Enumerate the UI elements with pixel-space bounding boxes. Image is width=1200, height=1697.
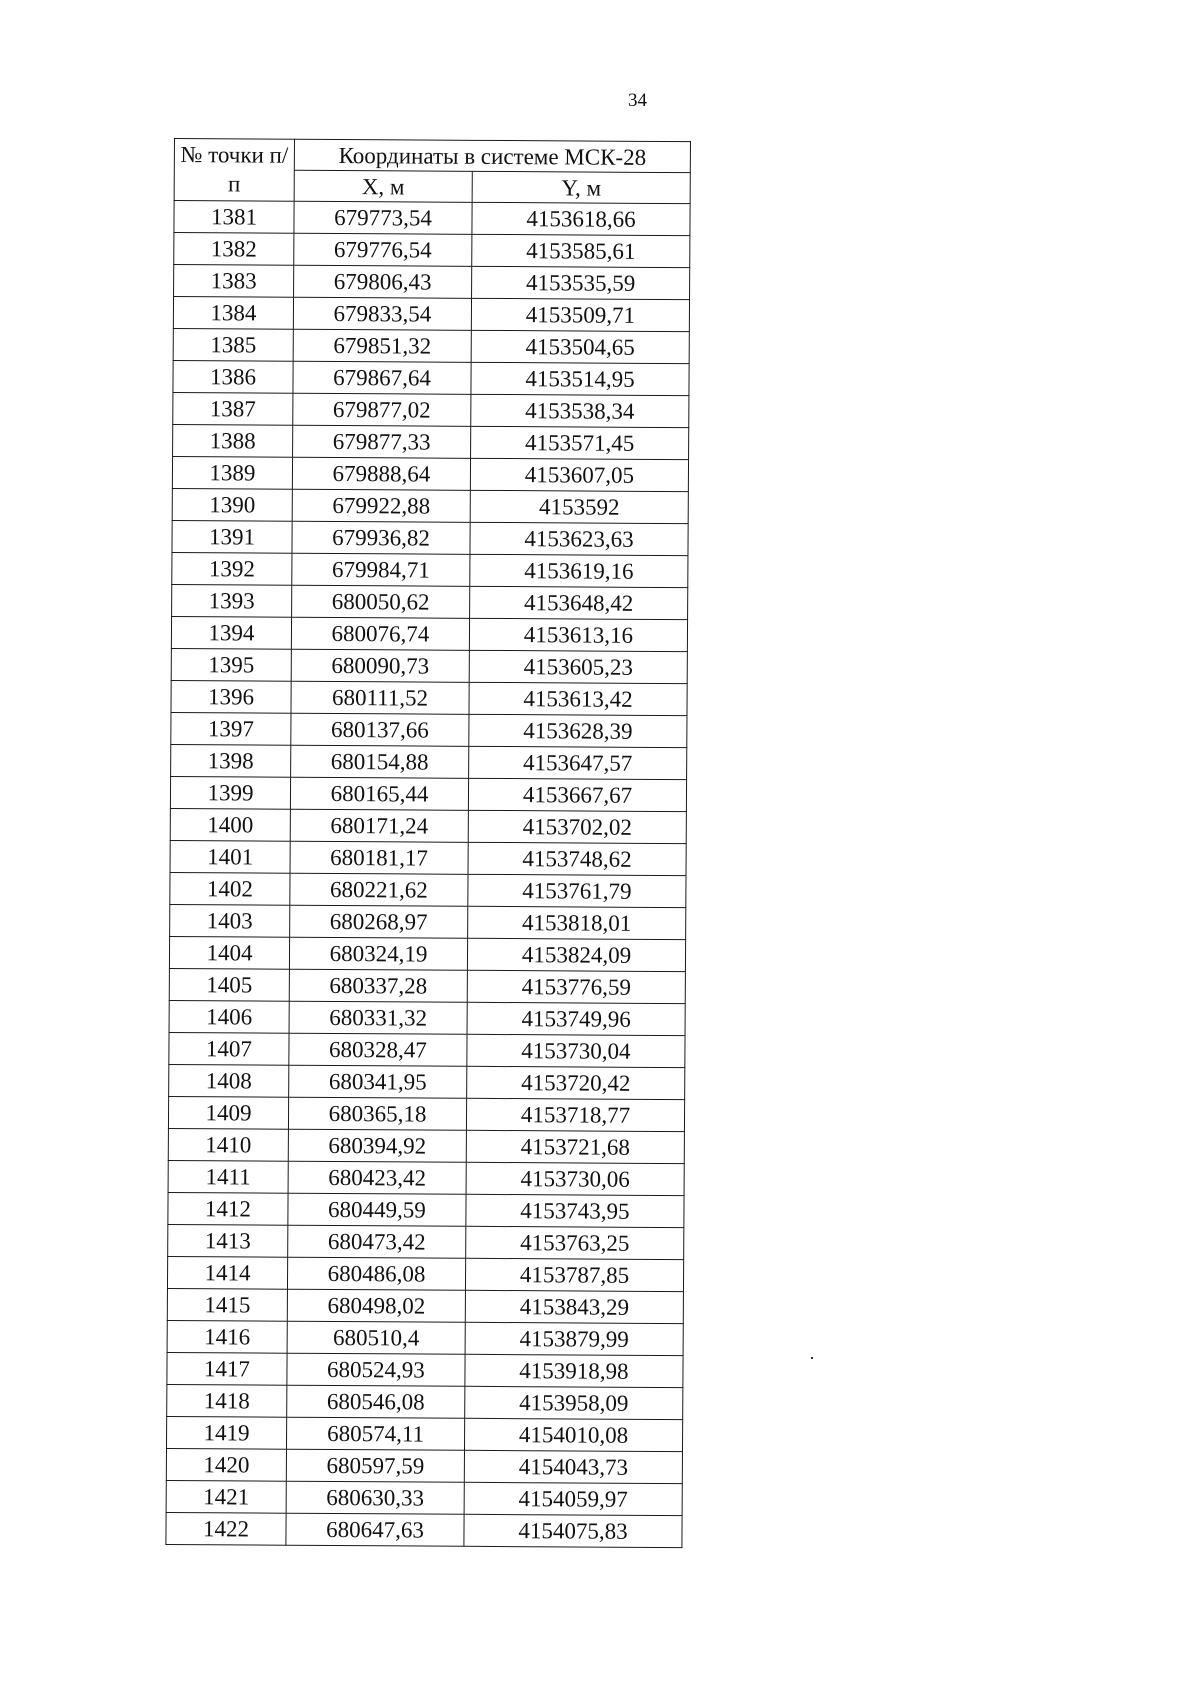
point-number-cell: 1388 [173,424,293,457]
x-coordinate-cell: 680111,52 [291,681,469,714]
x-coordinate-cell: 679877,02 [293,393,471,426]
y-coordinate-cell: 4153748,62 [468,842,686,875]
x-coordinate-cell: 680365,18 [288,1097,466,1130]
point-number-cell: 1419 [166,1416,286,1449]
y-coordinate-cell: 4153514,95 [471,362,689,395]
point-number-cell: 1422 [166,1512,286,1545]
table-row [168,1128,684,1163]
point-number-cell: 1402 [170,872,290,905]
point-number-cell: 1381 [174,201,294,234]
y-coordinate-cell: 4153623,63 [470,522,688,555]
x-coordinate-cell: 680423,42 [288,1161,466,1194]
x-coordinate-cell: 679806,43 [294,265,472,298]
x-coordinate-cell: 680524,93 [287,1353,465,1386]
y-coordinate-cell: 4153787,85 [465,1258,683,1291]
table-row [173,297,689,332]
point-number-cell: 1413 [168,1224,288,1257]
table-row [171,680,687,715]
y-coordinate-cell: 4153648,42 [470,586,688,619]
table-row [172,520,688,555]
table-row [170,872,686,907]
y-coordinate-cell: 4153730,06 [466,1162,684,1195]
table-header [174,139,690,204]
y-coordinate-cell: 4153761,79 [468,874,686,907]
table-row [173,328,689,363]
y-coordinate-cell: 4153619,16 [470,554,688,587]
table-row [170,808,686,843]
y-coordinate-cell: 4154043,73 [464,1450,682,1483]
point-number-cell: 1412 [168,1192,288,1225]
point-number-cell: 1397 [171,712,291,745]
y-coordinate-cell: 4153730,04 [467,1034,685,1067]
x-coordinate-cell: 680154,88 [291,745,469,778]
point-number-cell: 1410 [168,1128,288,1161]
point-number-cell: 1415 [167,1288,287,1321]
point-number-cell: 1394 [171,616,291,649]
y-coordinate-cell: 4153743,95 [466,1194,684,1227]
y-coordinate-cell: 4153879,99 [465,1322,683,1355]
x-coordinate-cell: 679984,71 [292,553,470,586]
table-row [172,488,688,523]
y-coordinate-cell: 4153843,29 [465,1290,683,1323]
table-row [170,776,686,811]
x-coordinate-cell: 680331,32 [289,1001,467,1034]
y-coordinate-cell: 4153613,16 [469,618,687,651]
table-row [171,712,687,747]
table-body [166,201,690,1548]
point-number-cell: 1421 [166,1480,286,1513]
x-coordinate-cell: 680328,47 [289,1033,467,1066]
table-row [173,392,689,427]
table-row [166,1448,682,1483]
y-coordinate-cell: 4154059,97 [464,1482,682,1515]
table-row [173,424,689,459]
table-row [166,1480,682,1515]
point-number-cell: 1411 [168,1160,288,1193]
table-row [167,1256,683,1291]
point-number-cell: 1385 [173,328,293,361]
x-coordinate-cell: 680574,11 [286,1417,464,1450]
y-coordinate-cell: 4153509,71 [471,298,689,331]
x-coordinate-cell: 680171,24 [290,809,468,842]
point-number-cell: 1400 [170,808,290,841]
table-row [167,1384,683,1419]
x-coordinate-cell: 680090,73 [291,649,469,682]
y-coordinate-cell: 4153571,45 [471,426,689,459]
y-coordinate-cell: 4153647,57 [469,746,687,779]
x-coordinate-cell: 680337,28 [289,969,467,1002]
point-number-cell: 1403 [170,904,290,937]
table-row [169,936,685,971]
table-row [172,456,688,491]
x-coordinate-cell: 680050,62 [292,585,470,618]
y-coordinate-cell: 4153535,59 [472,266,690,299]
y-coordinate-cell: 4153702,02 [468,810,686,843]
table-row [174,201,690,236]
x-coordinate-cell: 680473,42 [288,1225,466,1258]
table-row [168,1160,684,1195]
x-coordinate-cell: 680597,59 [286,1449,464,1482]
x-coordinate-cell: 680449,59 [288,1193,466,1226]
y-coordinate-cell: 4153721,68 [466,1130,684,1163]
x-coordinate-cell: 680486,08 [287,1257,465,1290]
point-number-cell: 1393 [172,584,292,617]
table-row [174,265,690,300]
x-coordinate-cell: 680546,08 [287,1385,465,1418]
table-row [167,1352,683,1387]
y-coordinate-cell: 4153776,59 [467,970,685,1003]
x-coordinate-cell: 679877,33 [293,425,471,458]
x-coordinate-cell: 680268,97 [290,905,468,938]
y-coordinate-cell: 4153605,23 [469,650,687,683]
table-row [170,840,686,875]
x-coordinate-cell: 680630,33 [286,1481,464,1514]
point-number-cell: 1409 [168,1096,288,1129]
y-coordinate-cell: 4153749,96 [467,1002,685,1035]
x-coordinate-cell: 680076,74 [291,617,469,650]
y-coordinate-cell: 4153667,67 [468,778,686,811]
table-row [171,616,687,651]
x-coordinate-cell: 680394,92 [288,1129,466,1162]
y-coordinate-cell: 4153592 [470,490,688,523]
y-coordinate-cell: 4153763,25 [466,1226,684,1259]
x-coordinate-cell: 679776,54 [294,233,472,266]
y-coordinate-cell: 4154075,83 [464,1514,682,1547]
page-number: 34 [628,90,647,111]
table-row [169,968,685,1003]
table-row [170,904,686,939]
y-coordinate-cell: 4153918,98 [465,1354,683,1387]
x-coordinate-cell: 680181,17 [290,841,468,874]
y-coordinate-cell: 4153628,39 [469,714,687,747]
point-number-cell: 1414 [167,1256,287,1289]
y-coordinate-cell: 4153958,09 [465,1386,683,1419]
x-coordinate-cell: 679833,54 [293,297,471,330]
table-row [168,1192,684,1227]
point-number-cell: 1396 [171,680,291,713]
table-row [168,1096,684,1131]
y-coordinate-cell: 4153504,65 [471,330,689,363]
point-number-cell: 1408 [169,1064,289,1097]
y-coordinate-cell: 4153613,42 [469,682,687,715]
point-number-cell: 1398 [171,744,291,777]
header-point-number: № точки п/п [174,139,294,202]
table-row [167,1288,683,1323]
point-number-cell: 1395 [171,648,291,681]
x-coordinate-cell: 679922,88 [292,489,470,522]
point-number-cell: 1420 [166,1448,286,1481]
scan-speck [811,1357,813,1359]
table-row [173,360,689,395]
point-number-cell: 1405 [169,968,289,1001]
y-coordinate-cell: 4153818,01 [468,906,686,939]
point-number-cell: 1407 [169,1032,289,1065]
table-row [169,1064,685,1099]
x-coordinate-cell: 680137,66 [291,713,469,746]
point-number-cell: 1382 [174,233,294,266]
point-number-cell: 1387 [173,392,293,425]
point-number-cell: 1399 [170,776,290,809]
x-coordinate-cell: 679936,82 [292,521,470,554]
table-row [166,1416,682,1451]
x-coordinate-cell: 680510,4 [287,1321,465,1354]
y-coordinate-cell: 4153720,42 [467,1066,685,1099]
x-coordinate-cell: 680324,19 [289,937,467,970]
table-row [169,1032,685,1067]
header-y: Y, м [472,171,690,203]
point-number-cell: 1383 [174,265,294,298]
table-row [166,1512,682,1547]
table-row [169,1000,685,1035]
y-coordinate-cell: 4153607,05 [470,458,688,491]
y-coordinate-cell: 4154010,08 [464,1418,682,1451]
table-row [174,233,690,268]
point-number-cell: 1404 [169,936,289,969]
table-row [167,1320,683,1355]
point-number-cell: 1390 [172,488,292,521]
header-coordinates-group: Координаты в системе МСК-28 [294,139,690,172]
table-row [171,648,687,683]
point-number-cell: 1418 [167,1384,287,1417]
coordinates-table [165,138,691,1548]
point-number-cell: 1417 [167,1352,287,1385]
point-number-cell: 1391 [172,520,292,553]
table-row [172,584,688,619]
header-x: X, м [294,170,472,202]
point-number-cell: 1401 [170,840,290,873]
table-row [172,552,688,587]
y-coordinate-cell: 4153585,61 [472,234,690,267]
x-coordinate-cell: 680341,95 [289,1065,467,1098]
y-coordinate-cell: 4153538,34 [471,394,689,427]
x-coordinate-cell: 679851,32 [293,329,471,362]
point-number-cell: 1384 [173,297,293,330]
point-number-cell: 1386 [173,360,293,393]
y-coordinate-cell: 4153618,66 [472,202,690,235]
point-number-cell: 1389 [172,456,292,489]
x-coordinate-cell: 679888,64 [292,457,470,490]
x-coordinate-cell: 680498,02 [287,1289,465,1322]
table-row [171,744,687,779]
y-coordinate-cell: 4153718,77 [466,1098,684,1131]
x-coordinate-cell: 680165,44 [290,777,468,810]
x-coordinate-cell: 680221,62 [290,873,468,906]
x-coordinate-cell: 679773,54 [294,201,472,234]
point-number-cell: 1406 [169,1000,289,1033]
y-coordinate-cell: 4153824,09 [467,938,685,971]
point-number-cell: 1416 [167,1320,287,1353]
point-number-cell: 1392 [172,552,292,585]
x-coordinate-cell: 680647,63 [286,1513,464,1546]
table-row [168,1224,684,1259]
x-coordinate-cell: 679867,64 [293,361,471,394]
